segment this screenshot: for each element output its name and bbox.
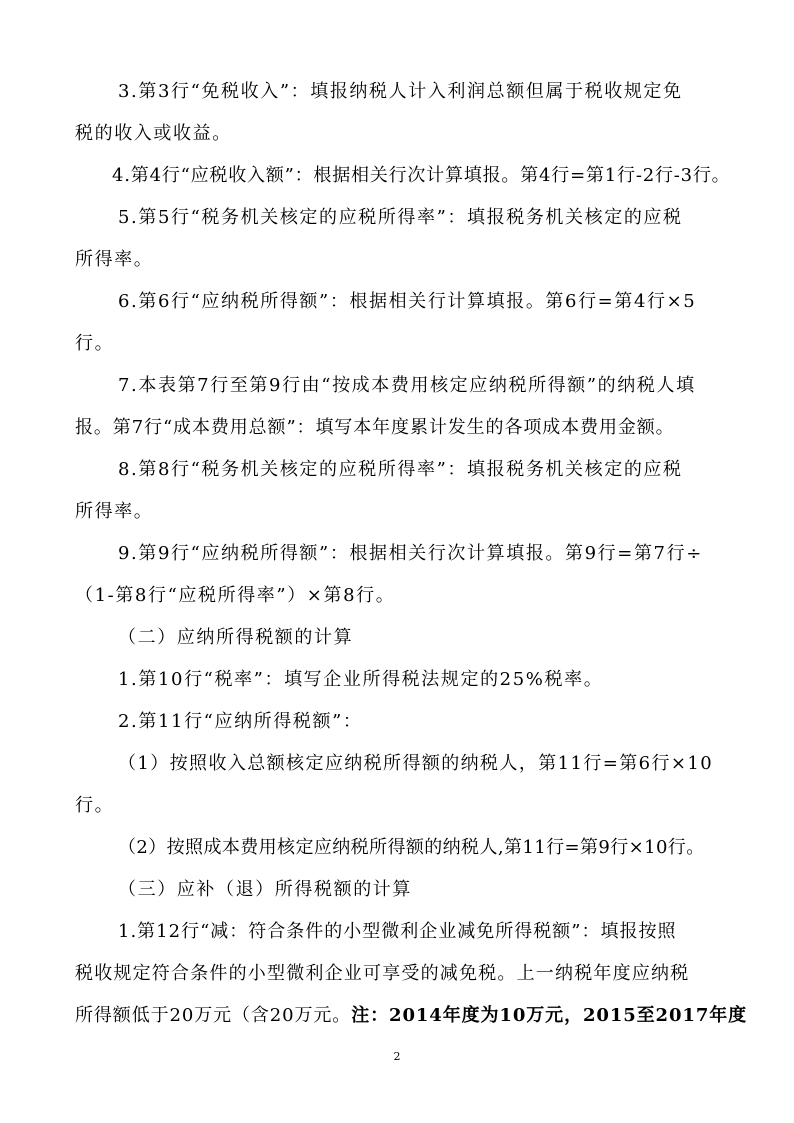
paragraph-line: 所得率。 (75, 249, 154, 270)
section-heading: （三）应补（退）所得税额的计算 (118, 879, 412, 900)
paragraph-line: 2.第11行“应纳所得税额”： (118, 711, 363, 732)
paragraph-line: 3.第3行“免税收入”：填报纳税人计入利润总额但属于税收规定免 (118, 81, 683, 102)
paragraph-line: 9.第9行“应纳税所得额”：根据相关行次计算填报。第9行=第7行÷ (118, 543, 703, 564)
paragraph-line: 行。 (75, 795, 115, 816)
paragraph-line (75, 1004, 747, 1028)
paragraph-line: （1-第8行“应税所得率”）×第8行。 (75, 585, 396, 606)
paragraph-line: （2）按照成本费用核定应纳税所得额的纳税人,第11行=第9行×10行。 (118, 837, 705, 858)
paragraph-line: 1.第12行“减：符合条件的小型微利企业减免所得税额”：填报按照 (118, 921, 677, 942)
paragraph-line: 所得率。 (75, 501, 154, 522)
paragraph-line: 8.第8行“税务机关核定的应税所得率”：填报税务机关核定的应税 (118, 459, 683, 480)
paragraph-line: 7.本表第7行至第9行由“按成本费用核定应纳税所得额”的纳税人填 (118, 375, 696, 396)
paragraph-line: 5.第5行“税务机关核定的应税所得率”：填报税务机关核定的应税 (118, 207, 683, 228)
line-text: 所得额低于20万元（含20万元。 (75, 1005, 352, 1026)
paragraph-line: 6.第6行“应纳税所得额”：根据相关行计算填报。第6行=第4行×5 (118, 291, 697, 312)
section-heading: （二）应纳所得税额的计算 (118, 627, 354, 648)
bold-note: 注：2014年度为10万元，2015至2017年度 (351, 1005, 748, 1026)
paragraph-line: 1.第10行“税率”：填写企业所得税法规定的25%税率。 (118, 669, 604, 690)
page-number: 2 (393, 1050, 401, 1063)
paragraph-line: 4.第4行“应税收入额”：根据相关行次计算填报。第4行=第1行-2行-3行。 (112, 165, 731, 186)
paragraph-line: 税收规定符合条件的小型微利企业可享受的减免税。上一纳税年度应纳税 (75, 963, 690, 984)
paragraph-line: 行。 (75, 333, 115, 354)
paragraph-line: 税的收入或收益。 (75, 123, 232, 144)
paragraph-line: （1）按照收入总额核定应纳税所得额的纳税人，第11行=第6行×10 (118, 753, 714, 774)
paragraph-line: 报。第7行“成本费用总额”：填写本年度累计发生的各项成本费用金额。 (75, 417, 675, 438)
